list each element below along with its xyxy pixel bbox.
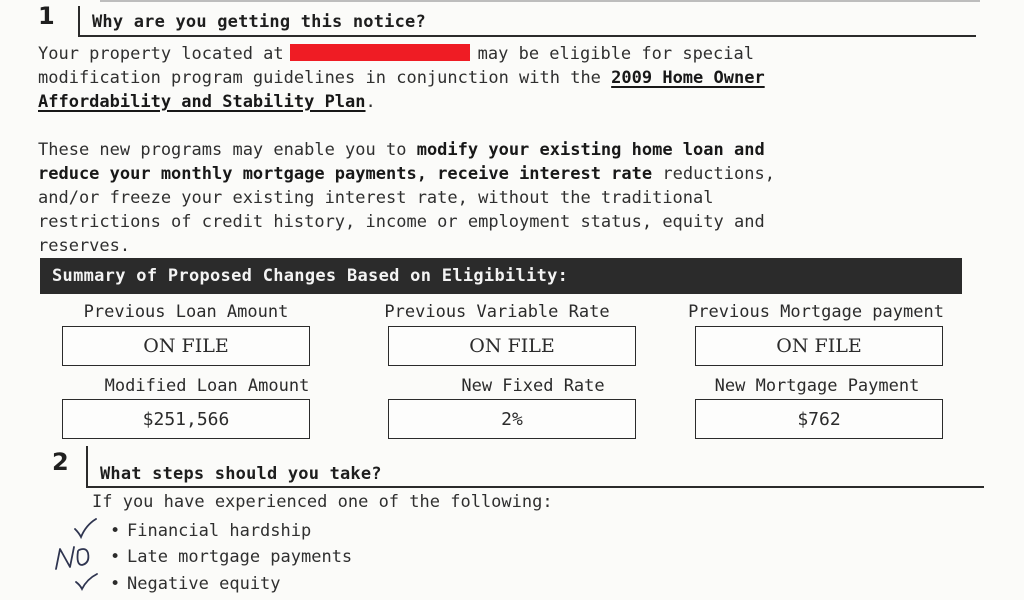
new-fixed-rate-field: 2% [388,399,636,439]
previous-loan-amount-label: Previous Loan Amount [83,302,289,322]
handwritten-check-icon [72,570,102,592]
intro-before-redaction: Your property located at [38,44,284,64]
handwritten-check-icon [72,517,102,539]
handwritten-no-mark [52,543,104,573]
programs-line-3: and/or freeze your existing interest rate, without the traditional [38,188,714,208]
bullet-icon: • [110,574,121,594]
previous-mortgage-payment-field: ON FILE [695,326,943,366]
new-mortgage-payment-label: New Mortgage Payment [714,376,920,396]
intro-line-3-end: . [365,92,376,112]
previous-variable-rate-label: Previous Variable Rate [384,302,610,322]
previous-variable-rate-field: ON FILE [388,326,636,366]
top-rule [100,0,980,2]
list-item [0,545,600,569]
previous-loan-amount-field: ON FILE [62,326,310,366]
summary-banner-title: Summary of Proposed Changes Based on Eligibility: [52,266,569,286]
section-1-rule [78,35,976,37]
plan-name-part-1: 2009 Home Owner [611,68,765,88]
programs-line-5: reserves. [38,236,131,256]
new-fixed-rate-label: New Fixed Rate [461,376,605,396]
programs-line-2-bold-a: reduce your monthly mortgage payments [38,164,417,184]
list-item [0,519,600,543]
new-mortgage-payment-field: $762 [695,399,943,439]
summary-banner [40,258,962,294]
section-2-divider [86,446,88,488]
programs-line-1-bold: modify your existing home loan and [416,140,765,160]
programs-line-2-comma: , [416,164,438,184]
programs-line-4: restrictions of credit history, income or employment status, equity and [38,212,765,232]
bullet-icon: • [110,521,121,541]
intro-line-1 [38,42,765,66]
intro-after-redaction: may be eligible for special [477,44,754,64]
section-1-number: 1 [38,2,55,30]
bullet-negative-equity: Negative equity [127,574,281,594]
programs-paragraph [38,138,775,258]
modified-loan-amount-label: Modified Loan Amount [104,376,310,396]
intro-line-2-text: modification program guidelines in conjunction with the [38,68,612,88]
section-1-divider [78,6,80,36]
intro-paragraph [38,42,765,114]
bullet-financial-hardship: Financial hardship [127,521,312,541]
section-2-rule [86,486,984,488]
list-item [0,572,600,596]
programs-line-2 [38,162,775,186]
programs-line-2-bold-b: receive interest rate [437,164,653,184]
redacted-address [290,44,470,61]
section-2-title: What steps should you take? [100,464,382,484]
programs-line-1-text: These new programs may enable you to [38,140,417,160]
intro-line-2 [38,66,765,90]
intro-line-3 [38,90,765,114]
plan-name-part-2: Affordability and Stability Plan [38,92,366,112]
section-1-title: Why are you getting this notice? [92,12,426,32]
previous-mortgage-payment-label: Previous Mortgage payment [688,302,944,322]
programs-line-2-end: reductions, [652,164,775,184]
section-2-intro: If you have experienced one of the following: [92,492,553,512]
bullet-late-mortgage-payments: Late mortgage payments [127,547,353,567]
section-2-number: 2 [52,448,69,476]
bullet-icon: • [110,547,121,567]
programs-line-1 [38,138,775,162]
modified-loan-amount-field: $251,566 [62,399,310,439]
